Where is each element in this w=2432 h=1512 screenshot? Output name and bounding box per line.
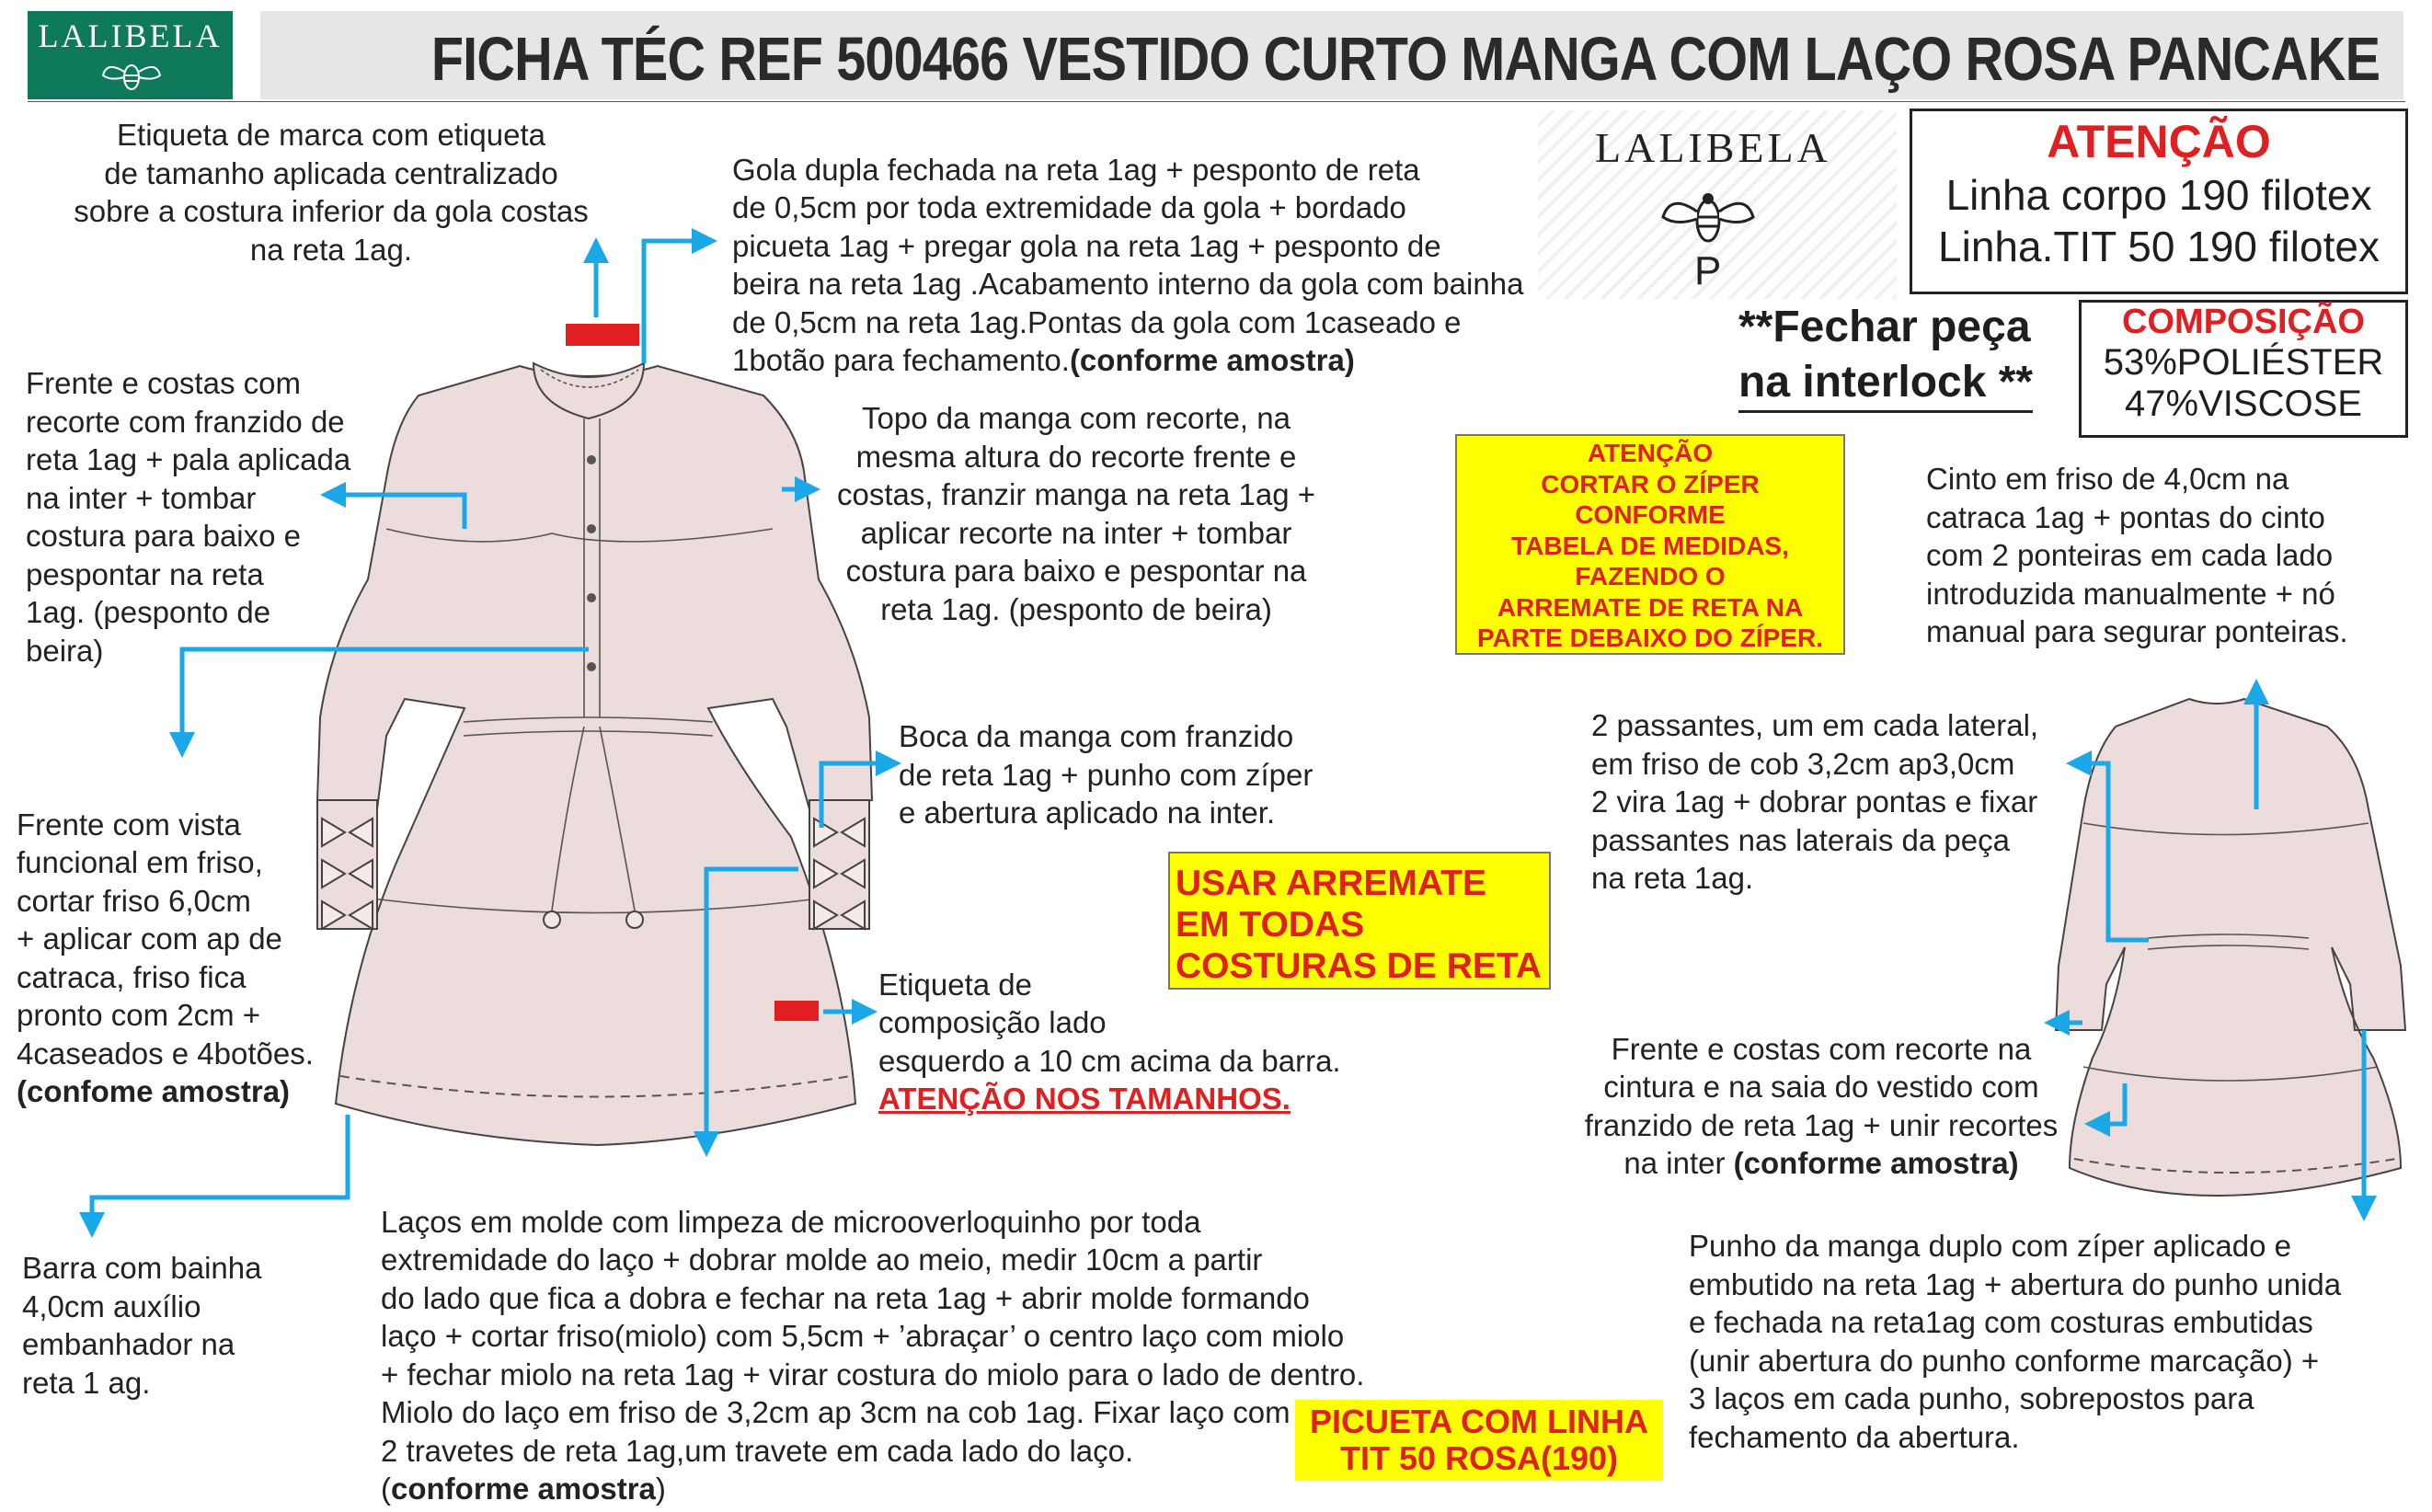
note-cuff: Punho da manga duplo com zíper aplicado e embutido na reta 1ag + abertura do punho unida e fechada na reta1ag com costuras embutidas (unir abertura do punho conforme marcação) + 3 laços em cada punho, sobrepostos para fechamento da abertura. (1689, 1229, 2342, 1454)
note-comp-label-warning: ATENÇÃO NOS TAMANHOS. (878, 1082, 1291, 1116)
interlock-line2: na interlock ** (1738, 355, 2033, 413)
note-cuff-opening: Boca da manga com franzido de reta 1ag + punho com zíper e abertura aplicado na inter. (899, 719, 1314, 830)
note-belt: Cinto em friso de 4,0cm na catraca 1ag + pontas do cinto com 2 ponteiras em cada lado introduzida manualmente + nó manual para segurar ponteiras. (1926, 462, 2348, 648)
page-title: FICHA TÉC REF 500466 VESTIDO CURTO MANGA COM LAÇO ROSA PANCAKE (430, 25, 2380, 94)
composition-line1: 53%POLIÉSTER (2103, 342, 2384, 383)
note-bows-suffix: conforme amostra (391, 1472, 656, 1506)
note-waist-seams-suffix: (conforme amostra) (1733, 1146, 2019, 1180)
finish-warning: USAR ARREMATE EM TODAS COSTURAS DE RETA (1168, 852, 1551, 990)
picueta-warning: PICUETA COM LINHA TIT 50 ROSA(190) (1295, 1400, 1663, 1481)
composition-line2: 47%VISCOSE (2125, 384, 2362, 424)
note-waist-seams-text: Frente e costas com recorte na cintura e na saia do vestido com franzido de reta 1ag + unir recortes na inter (1584, 1031, 2059, 1180)
zipper-warning: ATENÇÃO CORTAR O ZÍPER CONFORME TABELA DE MEDIDAS, FAZENDO O ARREMATE DE RETA NA PARTE DEBAIXO DO ZÍPER. (1455, 434, 1845, 655)
note-brand-label: Etiqueta de marca com etiqueta de tamanho aplicada centralizado sobre a costura inferior da gola costas na reta 1ag. (74, 118, 589, 267)
brand-label-marker (566, 324, 639, 346)
note-hem: Barra com bainha 4,0cm auxílio embanhador na reta 1 ag. (22, 1251, 262, 1400)
composition-label-marker (774, 1001, 819, 1021)
note-placket-suffix: (confome amostra) (17, 1074, 291, 1108)
attention-title: ATENÇÃO (2047, 116, 2271, 167)
note-collar-suffix: (conforme amostra) (1069, 343, 1355, 377)
brand-tag-name: LALIBELA (1595, 124, 1831, 171)
dress-front-illustration (317, 363, 872, 1145)
note-sleeve-top: Topo da manga com recorte, na mesma altura do recorte frente e costas, franzir manga na reta 1ag + aplicar recorte na inter + tombar costura para baixo e pespontar na reta 1ag. (pesponto de beira) (836, 401, 1316, 626)
attention-line2: Linha.TIT 50 190 filotex (1938, 223, 2380, 270)
composition-title: COMPOSIÇÃO (2122, 303, 2365, 341)
size-label: P (1694, 248, 1722, 293)
note-collar-text: Gola dupla fechada na reta 1ag + pesponto de reta de 0,5cm por toda extremidade da gola + bordado picueta 1ag + pregar gola na reta 1ag + pesponto de beira na reta 1ag .Acabamento interno da gola com bainha de 0,5cm na reta 1ag.Pontas da gola com 1caseado e 1botão para fechamento. (732, 152, 1524, 377)
brand-name: LALIBELA (38, 17, 223, 54)
interlock-line1: **Fechar peça (1738, 303, 2031, 351)
note-bows-text: Laços em molde com limpeza de microoverloquinho por toda extremidade do laço + dobrar molde ao meio, medir 10cm a partir do lado que fica a dobra e fechar na reta 1ag + abrir molde formando laço + cortar friso(miolo) com 5,5cm + ’abraçar’ o centro laço com miolo + fechar miolo na reta 1ag + virar costura do miolo para o lado de dentro. Miolo do laço em friso de 3,2cm ap 3cm na cob 1ag. Fixar laço com 2 travetes de reta 1ag,um travete em cada lado do laço. (381, 1204, 1365, 1468)
note-placket-text: Frente com vista funcional em friso, cortar friso 6,0cm + aplicar com ap de catraca, friso fica pronto com 2cm + 4caseados e 4botões. (17, 807, 314, 1071)
note-comp-label-text: Etiqueta de composição lado esquerdo a 10 cm acima da barra. (878, 967, 1341, 1078)
attention-line1: Linha corpo 190 filotex (1945, 171, 2372, 219)
note-yoke: Frente e costas com recorte com franzido de reta 1ag + pala aplicada na inter + tombar costura para baixo e pespontar na reta 1ag. (pesponto de beira) (26, 366, 351, 668)
note-belt-loops: 2 passantes, um em cada lateral, em friso de cob 3,2cm ap3,0cm 2 vira 1ag + dobrar pontas e fixar passantes nas laterais da peça na reta 1ag. (1591, 708, 2039, 895)
note-bows: Laços em molde com limpeza de microoverloquinho por toda extremidade do laço + dobrar molde ao meio, medir 10cm a partir do lado que fica a dobra e fechar na reta 1ag + abrir molde formando laço + cortar friso(miolo) com 5,5cm + ’abraçar’ o centro laço com miolo + fechar miolo na reta 1ag + virar costura do miolo para o lado de dentro. Miolo do laço em friso de 3,2cm ap 3cm na cob 1ag. Fixar laço com 2 travetes de reta 1ag,um travete em cada lado do laço. (conforme amostra) (381, 1204, 1365, 1506)
